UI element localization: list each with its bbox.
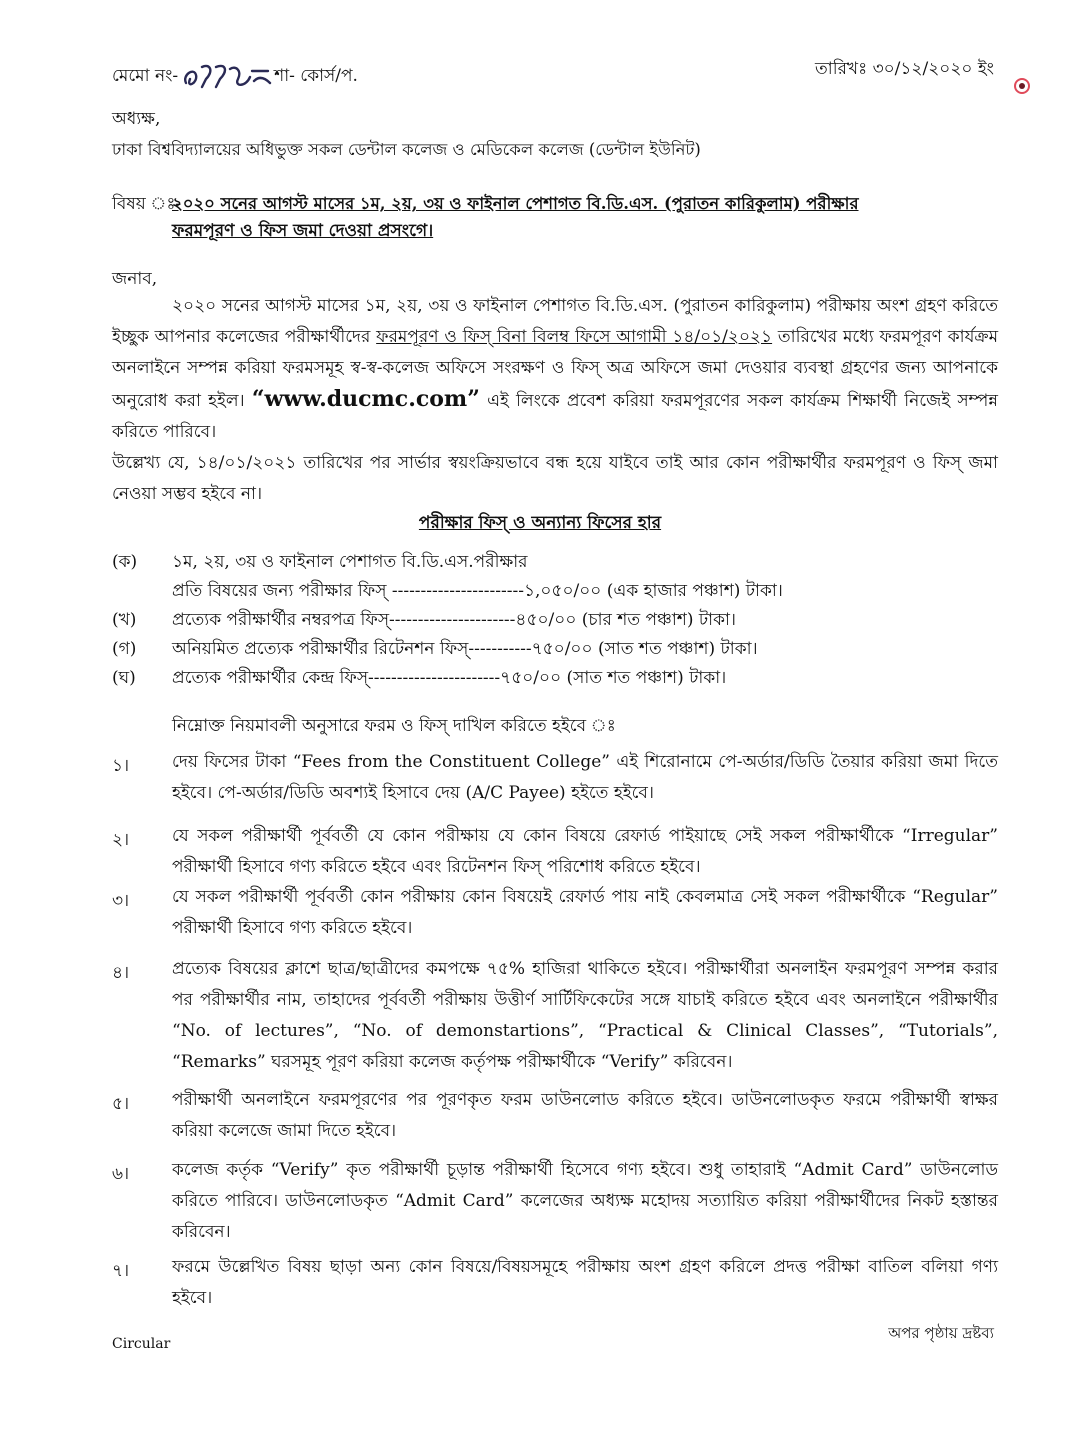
footer-label: Circular [112,1336,171,1352]
fee-item [112,547,528,577]
rule-text: প্রত্যেক বিষয়ের ক্লাশে ছাত্র/ছাত্রীদের কমপক্ষে ৭৫% হাজিরা থাকিতে হইবে। পরীক্ষার্থীরা অনলাইন ফরমপূরণ সম্পন্ন করার পর পরীক্ষার্থীর নাম, তাহাদের পূর্ববর্তী পরীক্ষায় উত্তীর্ণ সার্টিফিকেটের সঙ্গে যাচাই করিতে হইবে এবং অনলাইনে পরীক্ষার্থীর “No. of lectures”, “No. of demonstartions”, “Practical & Clinical Classes”, “Tutorials”, “Remarks” ঘরসমূহ পূরণ করিয়া কলেজ কর্তৃপক্ষ পরীক্ষার্থীকে “Verify” করিবেন। [172,959,998,1072]
subject-label: বিষয় ঃ- [112,194,182,214]
memo-suffix: শা- কোর্স/প. [274,66,358,86]
body-paragraph-1 [112,291,998,448]
rule-text: ফরমে উল্লেখিত বিষয় ছাড়া অন্য কোন বিষয়ে/বিষয়সমূহে পরীক্ষায় অংশ গ্রহণ করিলে প্রদত্ত পরীক্ষা বাতিল বলিয়া গণ্য হইবে। [172,1257,998,1308]
memo-number-line [112,57,358,95]
rules-intro: নিম্নোক্ত নিয়মাবলী অনুসারে ফরম ও ফিস্ দাখিল করিতে হইবে ঃ [172,716,616,736]
website-link[interactable]: “www.ducmc.com” [251,386,480,412]
p1-deadline-underlined: ফরমপূরণ ও ফিস্ বিনা বিলম্ব ফিসে আগামী ১৪/০১/২০২১ [376,327,773,347]
stamp-dot-icon [1014,78,1030,94]
rule-text: যে সকল পরীক্ষার্থী পূর্ববর্তী কোন পরীক্ষায় কোন বিষয়েই রেফার্ড পায় নাই কেবলমাত্র সেই সকল পরীক্ষার্থীকে “Regular” পরীক্ষার্থী হিসাবে গণ্য করিতে হইবে। [172,887,998,938]
memo-prefix: মেমো নং- [112,66,179,86]
addressee-title: অধ্যক্ষ, [112,109,161,129]
rule-number: ৫। [112,1094,130,1114]
addressee-line: ঢাকা বিশ্ববিদ্যালয়ের অধিভুক্ত সকল ডেন্টাল কলেজ ও মেডিকেল কলেজ (ডেন্টাল ইউনিট) [112,140,701,159]
p1-part-b: তারিখের মধ্যে ফরমপূরণ কার্যক্রম অনলাইনে সম্পন্ন করিয়া ফরমসমূহ স্ব-স্ব-কলেজ অফিসে সংরক্ষণ ও ফিস্ অত্র অফিসে জমা দেওয়ার ব্যবস্থা গ্রহণের জন্য আপনাকে অনুরোধ করা হইল। [112,327,999,411]
rule-number: ১। [112,756,130,776]
rule-text: দেয় ফিসের টাকা “Fees from the Constituent College” এই শিরোনামে পে-অর্ডার/ডিডি তৈয়ার করিয়া জমা দিতে হইবে। পে-অর্ডার/ডিডি অবশ্যই হিসাবে দেয় (A/C Payee) হইতে হইবে। [172,752,998,803]
fee-item [112,634,758,664]
fee-item-text: অনিয়মিত প্রত্যেক পরীক্ষার্থীর রিটেনশন ফিস্-----------৭৫০/০০ (সাত শত পঞ্চাশ) টাকা। [172,639,758,659]
fee-item-mark: (খ) [112,610,137,630]
fee-item [112,663,726,693]
fee-item-mark: (গ) [112,639,137,659]
p1-part-c: এই লিংকে প্রবেশ করিয়া ফরমপূরণের সকল কার্যক্রম শিক্ষার্থী নিজেই সম্পন্ন করিতে পারিবে। [112,391,998,442]
subject-line-2: ফরমপূরণ ও ফিস জমা দেওয়া প্রসংগে। [172,221,434,241]
body-paragraph-2: উল্লেখ্য যে, ১৪/০১/২০২১ তারিখের পর সার্ভার স্বয়ংক্রিয়ভাবে বন্ধ হয়ে যাইবে তাই আর কোন পরীক্ষার্থীর ফরমপূরণ ও ফিস্ জমা নেওয়া সম্ভব হইবে না। [112,453,998,504]
rule-text: পরীক্ষার্থী অনলাইনে ফরমপূরণের পর পূরণকৃত ফরম ডাউনলোড করিতে হইবে। ডাউনলোডকৃত ফরমে পরীক্ষার্থী স্বাক্ষর করিয়া কলেজে জামা দিতে হইবে। [172,1090,998,1141]
continued-overleaf-note: অপর পৃষ্ঠায় দ্রষ্টব্য [888,1324,994,1342]
fee-item [112,605,736,635]
p1-part-a: ২০২০ সনের আগস্ট মাসের ১ম, ২য়, ৩য় ও ফাইনাল পেশাগত বি.ডি.এস. (পুরাতন কারিকুলাম) পরীক্ষায় অংশ গ্রহণ করিতে ইচ্ছুক আপনার কলেজের পরীক্ষার্থীদের [112,296,998,347]
subject-line-1: ২০২০ সনের আগস্ট মাসের ১ম, ২য়, ৩য় ও ফাইনাল পেশাগত বি.ডি.এস. (পুরাতন কারিকুলাম) পরীক্ষার [172,194,859,213]
rule-text: যে সকল পরীক্ষার্থী পূর্ববর্তী যে কোন পরীক্ষায় যে কোন বিষয়ে রেফার্ড পাইয়াছে সেই সকল পরীক্ষার্থীকে “Irregular” পরীক্ষার্থী হিসাবে গণ্য করিতে হইবে এবং রিটেনশন ফিস্ পরিশোধ করিতে হইবে। [172,826,998,877]
fee-item-text: প্রত্যেক পরীক্ষার্থীর কেন্দ্র ফিস্-----------------------৭৫০/০০ (সাত শত পঞ্চাশ) টাকা। [172,668,727,688]
rule-number: ৬। [112,1164,130,1184]
rule-text: কলেজ কর্তৃক “Verify” কৃত পরীক্ষার্থী চূড়ান্ত পরীক্ষার্থী হিসেবে গণ্য হইবে। শুধু তাহারাই “Admit Card” ডাউনলোড করিতে পারিবে। ডাউনলোডকৃত “Admit Card” কলেজের অধ্যক্ষ মহোদয় সত্যায়িত করিয়া পরীক্ষার্থীদের নিকট হস্তান্তর করিবেন। [172,1160,998,1242]
fee-item-mark: (ঘ) [112,668,136,688]
fee-item-mark: (ক) [112,552,138,572]
fee-item-text: প্রতি বিষয়ের জন্য পরীক্ষার ফিস্ -----------------------১,০৫০/০০ (এক হাজার পঞ্চাশ) টাকা। [172,581,783,601]
rule-number: ৭। [112,1261,130,1281]
fee-item-text: ১ম, ২য়, ৩য় ও ফাইনাল পেশাগত বি.ডি.এস.পরীক্ষার [172,552,528,572]
fee-item-text: প্রত্যেক পরীক্ষার্থীর নম্বরপত্র ফিস্----------------------৪৫০/০০ (চার শত পঞ্চাশ) টাকা। [172,610,736,630]
salutation: জনাব, [112,269,158,289]
rule-number: ২। [112,830,130,850]
rule-number: ৪। [112,963,130,983]
rule-number: ৩। [112,891,130,911]
letter-date: তারিখঃ ৩০/১২/২০২০ ইং [815,59,994,79]
fee-item [112,576,783,606]
fees-heading: পরীক্ষার ফিস্ ও অন্যান্য ফিসের হার [418,513,662,533]
handwritten-memo-number [180,57,272,95]
